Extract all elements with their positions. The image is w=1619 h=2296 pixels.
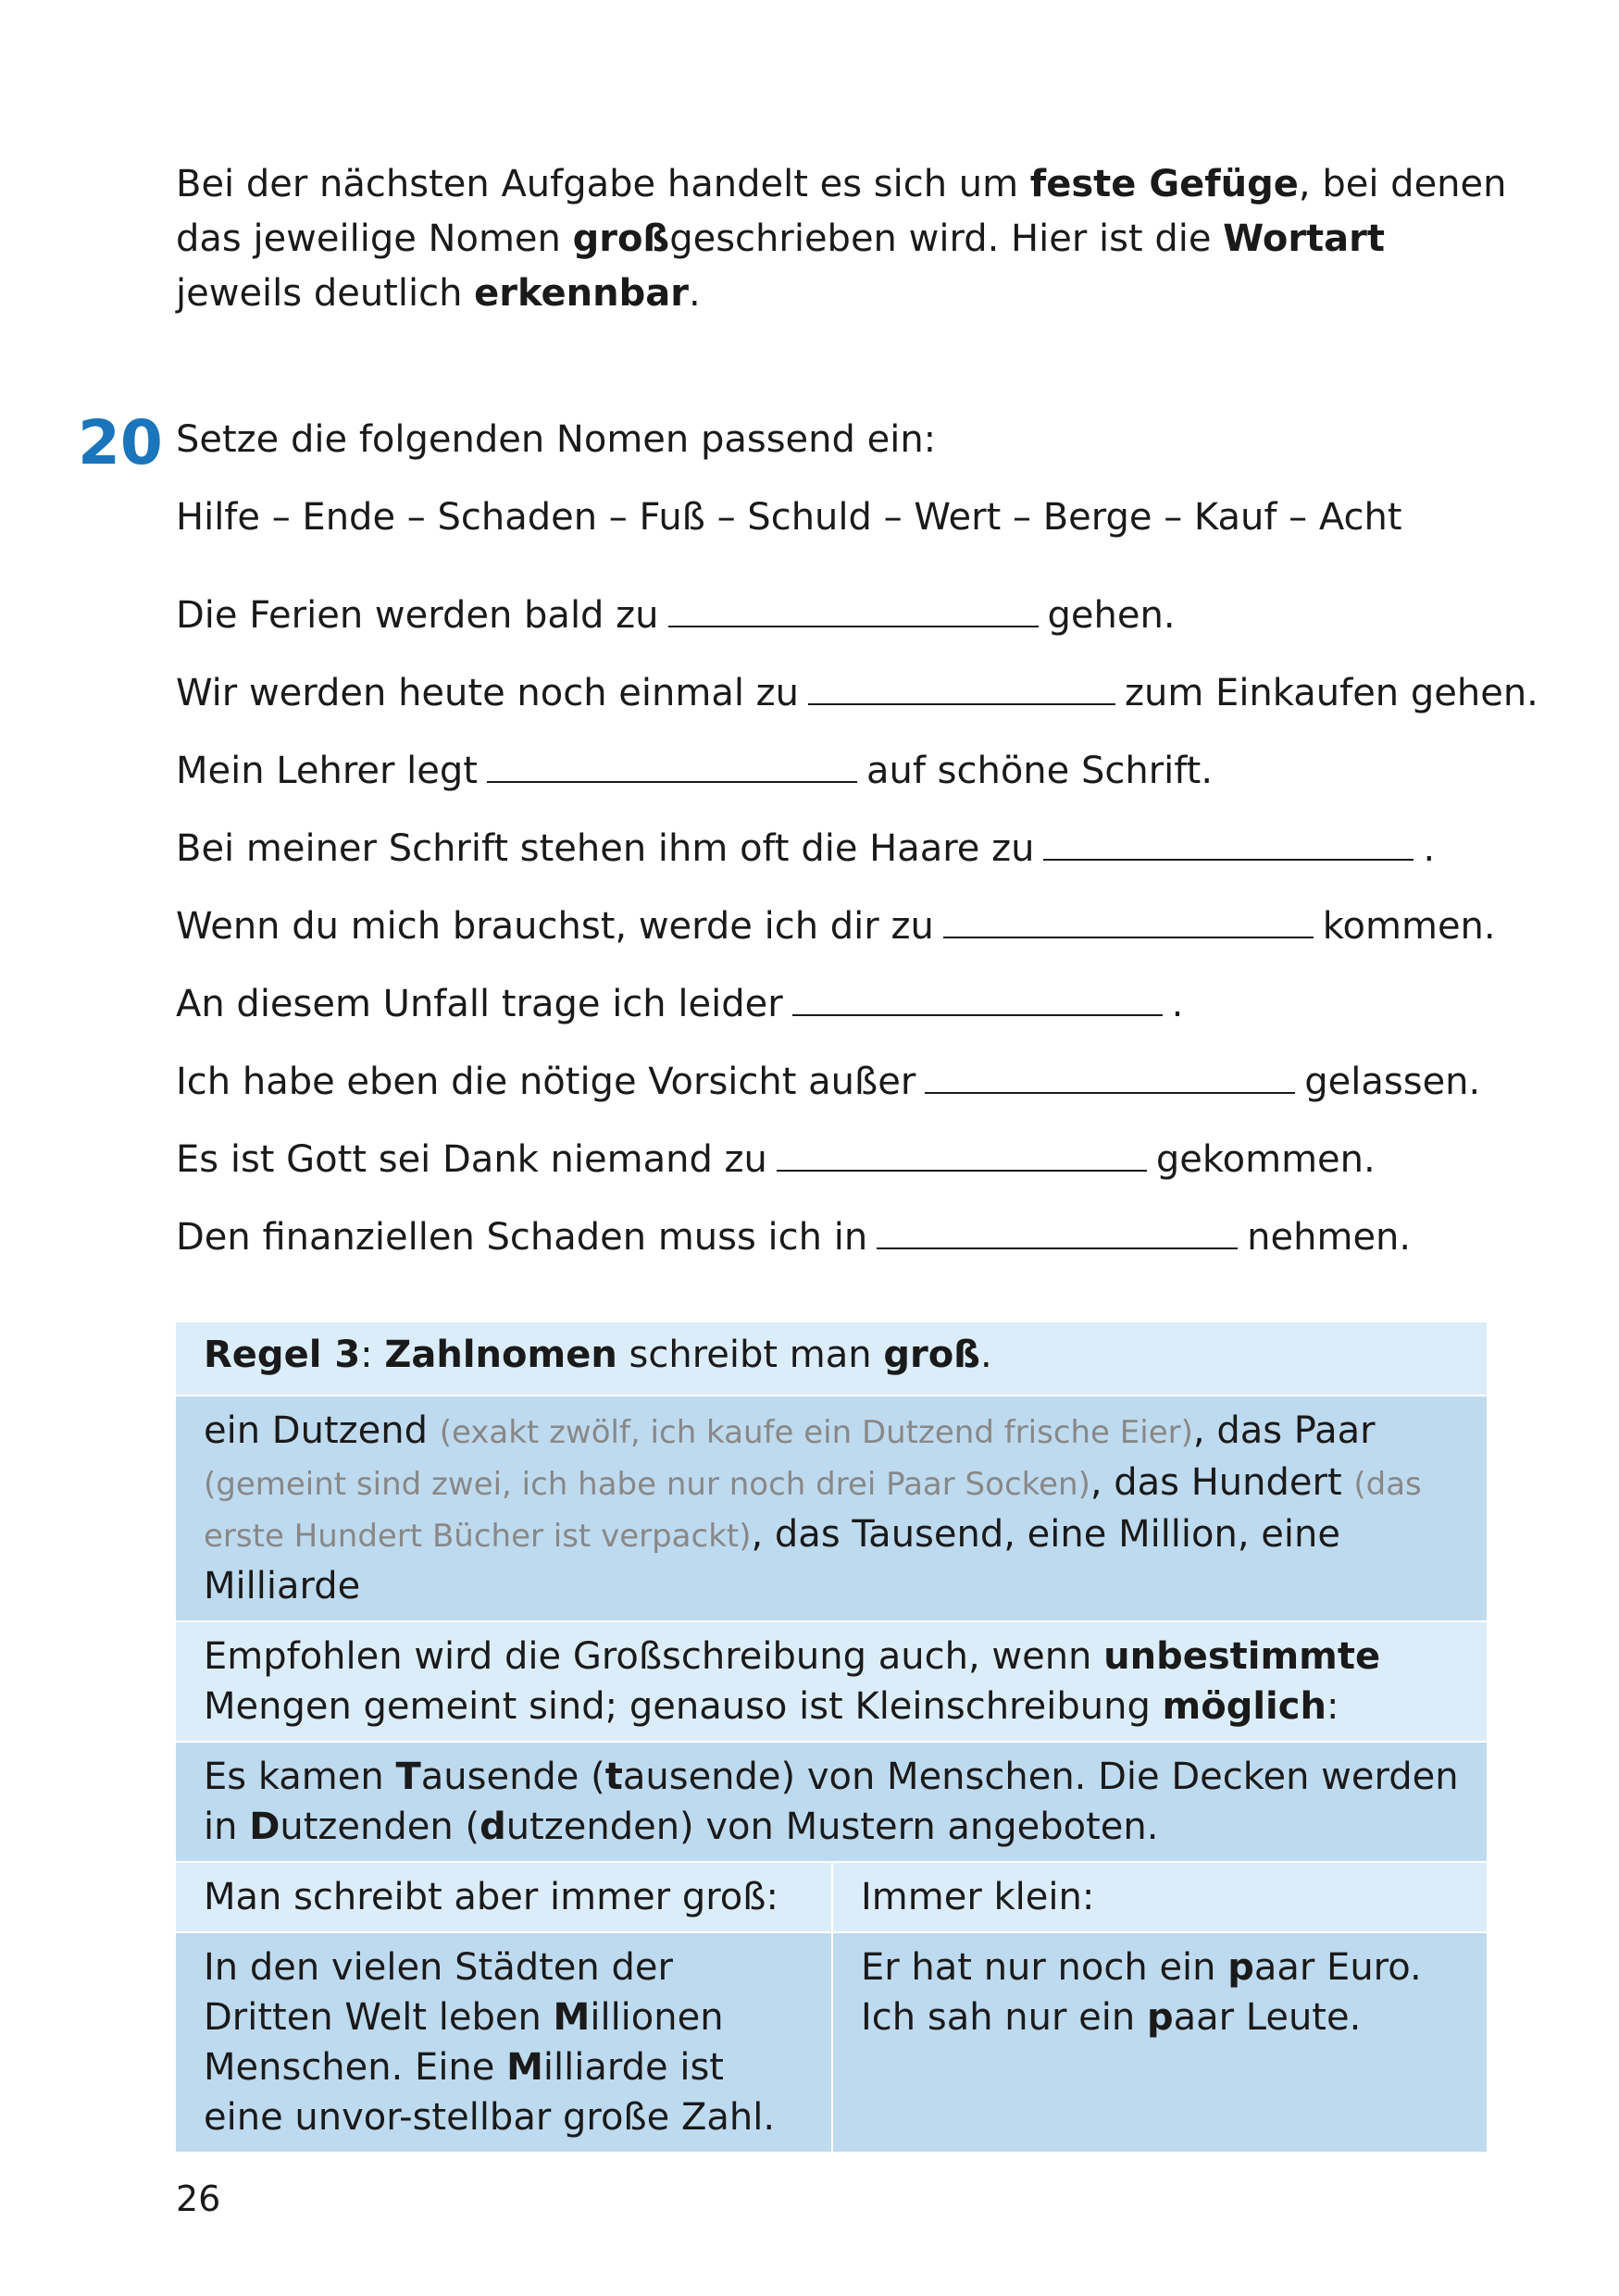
sentence-end: gekommen.: [1155, 1138, 1376, 1181]
sentence-end: nehmen.: [1247, 1216, 1412, 1259]
big-example-letter: M: [506, 2046, 543, 2089]
sentence-start: An diesem Unfall trage ich leider: [176, 983, 783, 1025]
sentence-end: .: [1423, 827, 1436, 870]
rule-heading: [176, 1322, 1487, 1396]
sentence-row: [176, 1129, 1527, 1207]
rule-text: .: [979, 1334, 992, 1376]
sentence-end: auf schöne Schrift.: [866, 750, 1214, 792]
sentence-start: Ich habe eben die nötige Vorsicht außer: [176, 1061, 916, 1103]
sentence-start: Wenn du mich brauchst, werde ich dir zu: [176, 905, 934, 948]
rule-label: Regel 3: [204, 1334, 361, 1376]
small-example-letter: p: [1227, 1946, 1254, 1989]
answer-blank[interactable]: [925, 1051, 1295, 1094]
sentence-row: [176, 663, 1538, 740]
answer-blank[interactable]: [777, 1129, 1147, 1172]
example2-text: Es kamen: [204, 1756, 396, 1798]
small-example-text: Ich sah nur ein: [861, 1996, 1147, 2039]
sentence-row: [176, 818, 1527, 896]
sentence-end: gelassen.: [1304, 1061, 1481, 1103]
sentence-row: [176, 740, 1527, 818]
rule-example2-row: [176, 1742, 1487, 1862]
example2-letter: D: [249, 1806, 280, 1848]
example-note: (gemeint sind zwei, ich habe nur noch drei Paar Socken): [204, 1466, 1090, 1503]
sentence-end: kommen.: [1322, 905, 1496, 948]
small-example-text: aar Euro.: [1253, 1946, 1422, 1989]
sentence-row: [176, 1207, 1527, 1285]
rule-recommend: [176, 1621, 1487, 1742]
sentence-row: [176, 974, 1527, 1051]
big-example-text: illionen Menschen. Eine: [204, 1996, 724, 2089]
rule-examples-row: [176, 1396, 1487, 1621]
big-example-letter: M: [553, 1996, 591, 2039]
answer-blank[interactable]: [943, 896, 1314, 938]
intro-text: .: [688, 272, 701, 315]
intro-text: , bei denen das jeweilige Nomen: [176, 163, 1507, 260]
rule-recommend-row: [176, 1621, 1487, 1742]
example-note: (das erste Hundert Bücher ist verpackt): [204, 1466, 1422, 1555]
recommend-text: Mengen gemeint sind; genauso ist Kleinschreibung: [204, 1685, 1163, 1728]
intro-emphasis: erkennbar: [474, 272, 689, 315]
sentence-end: zum Einkaufen gehen.: [1125, 672, 1538, 714]
always-small-label: Immer klein:: [832, 1862, 1487, 1932]
always-small-examples: [832, 1932, 1487, 2152]
intro-emphasis: feste Gefüge: [1029, 163, 1299, 205]
example2-text: ausende) von Menschen. Die Decken werden in: [204, 1756, 1459, 1848]
sentence-start: Es ist Gott sei Dank niemand zu: [176, 1138, 767, 1181]
rule-columns-body-row: [176, 1932, 1487, 2152]
rule-heading-row: [176, 1322, 1487, 1396]
answer-blank[interactable]: [792, 974, 1163, 1016]
example-note: (exakt zwölf, ich kaufe ein Dutzend frische Eier): [439, 1414, 1193, 1451]
page-number: 26: [176, 2178, 221, 2219]
small-example-text: aar Leute.: [1173, 1996, 1362, 2039]
fill-in-sentences: [176, 585, 1538, 1285]
rule-emphasis: groß: [883, 1334, 980, 1376]
answer-blank[interactable]: [487, 740, 857, 783]
example-text: ein Dutzend: [204, 1409, 428, 1452]
example2-text: utzenden) von Mustern angeboten.: [505, 1806, 1159, 1848]
answer-blank[interactable]: [1043, 818, 1414, 861]
recommend-emphasis: möglich: [1162, 1685, 1326, 1728]
intro-paragraph: [176, 157, 1518, 321]
sentence-start: Mein Lehrer legt: [176, 750, 478, 792]
rule-text: :: [360, 1334, 385, 1376]
example-text: , das Tausend, eine Million, eine Milliarde: [204, 1513, 1340, 1607]
always-big-examples: [176, 1932, 832, 2152]
recommend-text: :: [1326, 1685, 1339, 1728]
rule-columns-header-row: [176, 1862, 1487, 1932]
rule-box: [176, 1321, 1487, 2152]
sentence-end: .: [1171, 983, 1184, 1025]
always-big-label: Man schreibt aber immer groß:: [176, 1862, 832, 1932]
intro-emphasis: Wortart: [1223, 217, 1386, 260]
rule-text: schreibt man: [616, 1334, 884, 1376]
example-text: , das Hundert: [1090, 1461, 1342, 1504]
example2-letter: t: [604, 1756, 623, 1798]
rule-examples: [176, 1396, 1487, 1621]
word-list: Hilfe – Ende – Schaden – Fuß – Schuld – Wert – Berge – Kauf – Acht: [176, 496, 1402, 539]
task-number: 20: [78, 407, 163, 478]
small-example-text: Er hat nur noch ein: [861, 1946, 1228, 1989]
sentence-row: [176, 1051, 1527, 1129]
sentence-start: Wir werden heute noch einmal zu: [176, 672, 800, 714]
sentence-row: [176, 585, 1527, 663]
example2-text: ausende (: [420, 1756, 605, 1798]
intro-text: geschrieben wird. Hier ist die: [669, 217, 1224, 260]
rule-example2: [176, 1742, 1487, 1862]
sentence-start: Die Ferien werden bald zu: [176, 594, 659, 637]
answer-blank[interactable]: [808, 663, 1115, 705]
intro-text: jeweils deutlich: [176, 272, 475, 315]
sentence-start: Bei meiner Schrift stehen ihm oft die Haare zu: [176, 827, 1035, 870]
recommend-text: Empfohlen wird die Großschreibung auch, wenn: [204, 1635, 1104, 1678]
example2-text: utzenden (: [280, 1806, 480, 1848]
example-text: , das Paar: [1192, 1409, 1376, 1452]
big-example-text: illiarde ist eine unvor-stellbar große Zahl.: [204, 2046, 776, 2139]
example2-letter: d: [479, 1806, 506, 1848]
sentence-end: gehen.: [1047, 594, 1176, 637]
answer-blank[interactable]: [877, 1207, 1238, 1249]
small-example-letter: p: [1146, 1996, 1174, 2039]
recommend-emphasis: unbestimmte: [1103, 1635, 1381, 1678]
example2-letter: T: [395, 1756, 421, 1798]
rule-emphasis: Zahlnomen: [384, 1334, 617, 1376]
big-example-text: In den vielen Städten der Dritten Welt leben: [204, 1946, 673, 2039]
task-instruction: Setze die folgenden Nomen passend ein:: [176, 418, 937, 461]
intro-text: Bei der nächsten Aufgabe handelt es sich um: [176, 163, 1030, 205]
intro-emphasis: groß: [572, 217, 670, 260]
sentence-start: Den finanziellen Schaden muss ich in: [176, 1216, 868, 1259]
sentence-row: [176, 896, 1527, 974]
answer-blank[interactable]: [668, 585, 1039, 627]
